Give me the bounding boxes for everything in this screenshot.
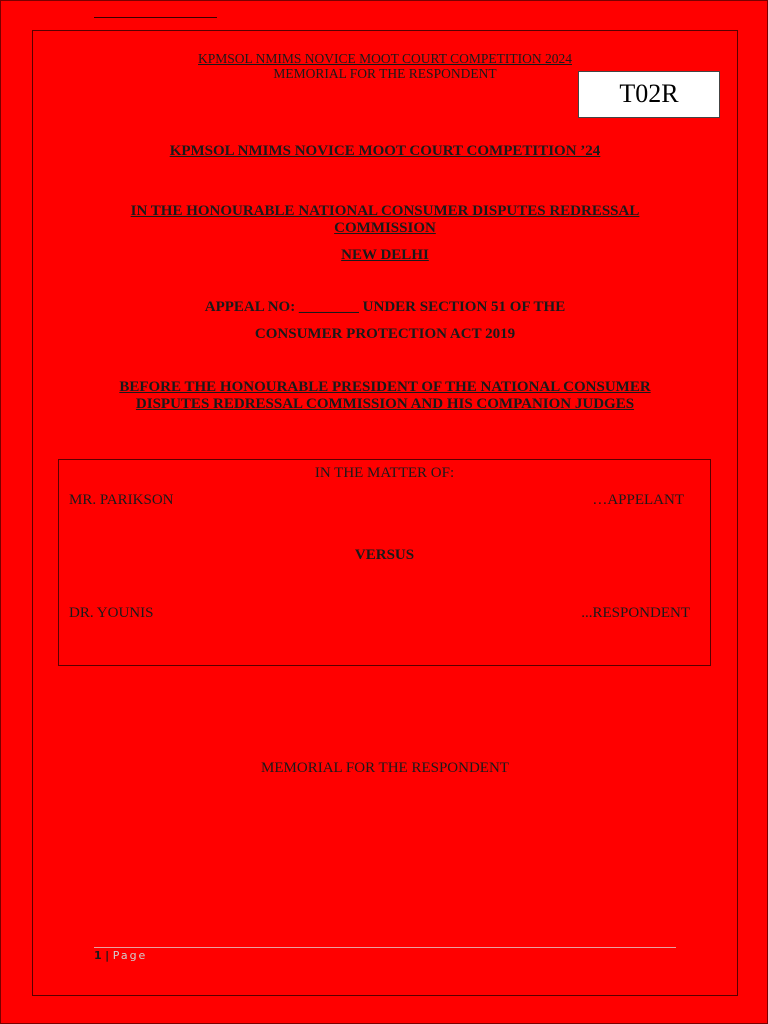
page-label: Page	[112, 949, 148, 962]
footer-rule	[94, 947, 676, 948]
page-footer	[94, 949, 147, 963]
top-rule	[94, 17, 217, 18]
appeal-line-2: CONSUMER PROTECTION ACT 2019	[254, 326, 516, 342]
appellant-name: MR. PARIKSON	[69, 492, 174, 508]
footer-separator: |	[105, 949, 110, 962]
versus-label: VERSUS	[354, 547, 415, 563]
court-line-1: IN THE HONOURABLE NATIONAL CONSUMER DISPUTES REDRESSAL	[130, 203, 640, 219]
before-line-2: DISPUTES REDRESSAL COMMISSION AND HIS COMPANION JUDGES	[135, 396, 635, 412]
respondent-role: ...RESPONDENT	[581, 605, 690, 621]
court-city: NEW DELHI	[341, 247, 429, 263]
page-number: 1	[94, 949, 102, 962]
respondent-name: DR. YOUNIS	[69, 605, 154, 621]
court-line-2: COMMISSION	[334, 220, 436, 236]
appellant-role: …APPELANT	[592, 492, 684, 508]
header-competition: KPMSOL NMIMS NOVICE MOOT COURT COMPETITION 2024	[198, 51, 572, 66]
matter-heading: IN THE MATTER OF:	[314, 465, 455, 481]
memorial-label: MEMORIAL FOR THE RESPONDENT	[261, 760, 509, 776]
appeal-line-1: APPEAL NO: ________ UNDER SECTION 51 OF THE	[204, 299, 566, 315]
title-competition: KPMSOL NMIMS NOVICE MOOT COURT COMPETITION ’24	[169, 143, 601, 159]
before-line-1: BEFORE THE HONOURABLE PRESIDENT OF THE NATIONAL CONSUMER	[119, 379, 651, 395]
header-memorial-side: MEMORIAL FOR THE RESPONDENT	[273, 66, 497, 81]
team-code-box: T02R	[578, 71, 720, 118]
matter-box	[58, 459, 711, 666]
